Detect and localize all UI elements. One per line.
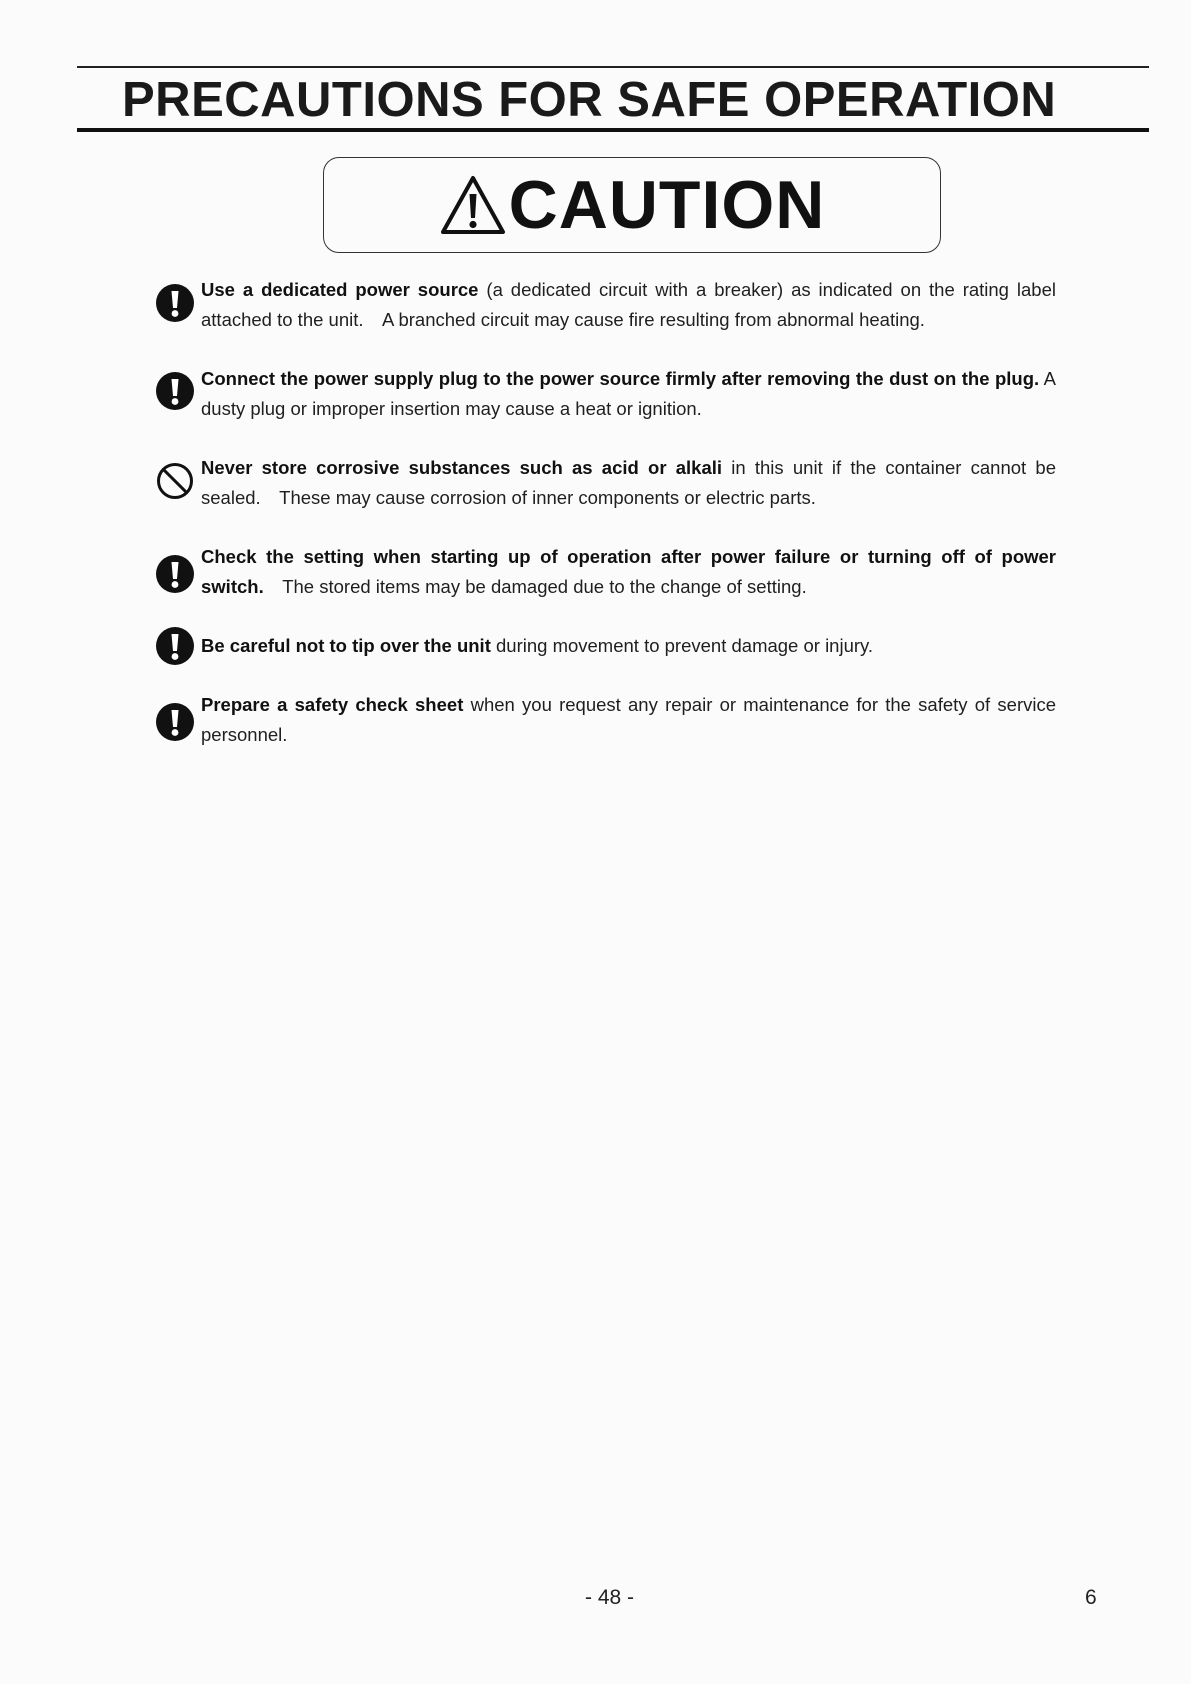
header-bottom-rule: [77, 128, 1149, 132]
precaution-text: [201, 364, 1056, 423]
caution-banner: [323, 157, 941, 253]
mandatory-action-icon: [156, 372, 194, 410]
precaution-emphasis: Be careful not to tip over the unit: [201, 635, 491, 656]
precaution-emphasis: Connect the power supply plug to the power source firmly after removing the dust on the plug.: [201, 368, 1040, 389]
precaution-detail: during movement to prevent damage or injury.: [490, 635, 874, 656]
precaution-detail: The stored items may be damaged due to the change of setting.: [263, 575, 807, 597]
sheet-number: 6: [1085, 1586, 1097, 1609]
precaution-emphasis: Prepare a safety check sheet: [201, 694, 464, 715]
precaution-detail: A dusty plug or improper insertion may cause a heat or ignition.: [201, 368, 1056, 419]
mandatory-action-icon: [156, 627, 194, 665]
prohibition-icon: [156, 462, 194, 500]
warning-triangle-icon: [439, 174, 507, 236]
precaution-text: [201, 631, 1056, 661]
mandatory-action-icon: [156, 284, 194, 322]
page-title: PRECAUTIONS FOR SAFE OPERATION: [122, 73, 1057, 127]
precaution-emphasis: Use a dedicated power source: [201, 279, 479, 300]
precaution-detail: in this unit if the container cannot be sealed. These may cause corrosion of inner components or electric parts.: [201, 457, 1056, 508]
precaution-text: [201, 542, 1056, 601]
precaution-emphasis: Never store corrosive substances such as acid or alkali: [201, 457, 723, 478]
precaution-text: [201, 275, 1056, 334]
precaution-detail: (a dedicated circuit with a breaker) as indicated on the rating label attached to the unit. A branched circuit may cause fire resulting from abnormal heating.: [201, 279, 1056, 330]
mandatory-action-icon: [156, 555, 194, 593]
caution-signal-word: CAUTION: [508, 167, 826, 243]
precaution-text: [201, 690, 1056, 749]
precaution-text: [201, 453, 1056, 512]
mandatory-action-icon: [156, 703, 194, 741]
header-top-rule: [77, 66, 1149, 68]
precaution-detail: when you request any repair or maintenance for the safety of service personnel.: [201, 694, 1057, 745]
page-number: - 48 -: [585, 1586, 635, 1609]
precaution-emphasis: Check the setting when starting up of operation after power failure or turning off of power switch.: [201, 546, 1056, 597]
